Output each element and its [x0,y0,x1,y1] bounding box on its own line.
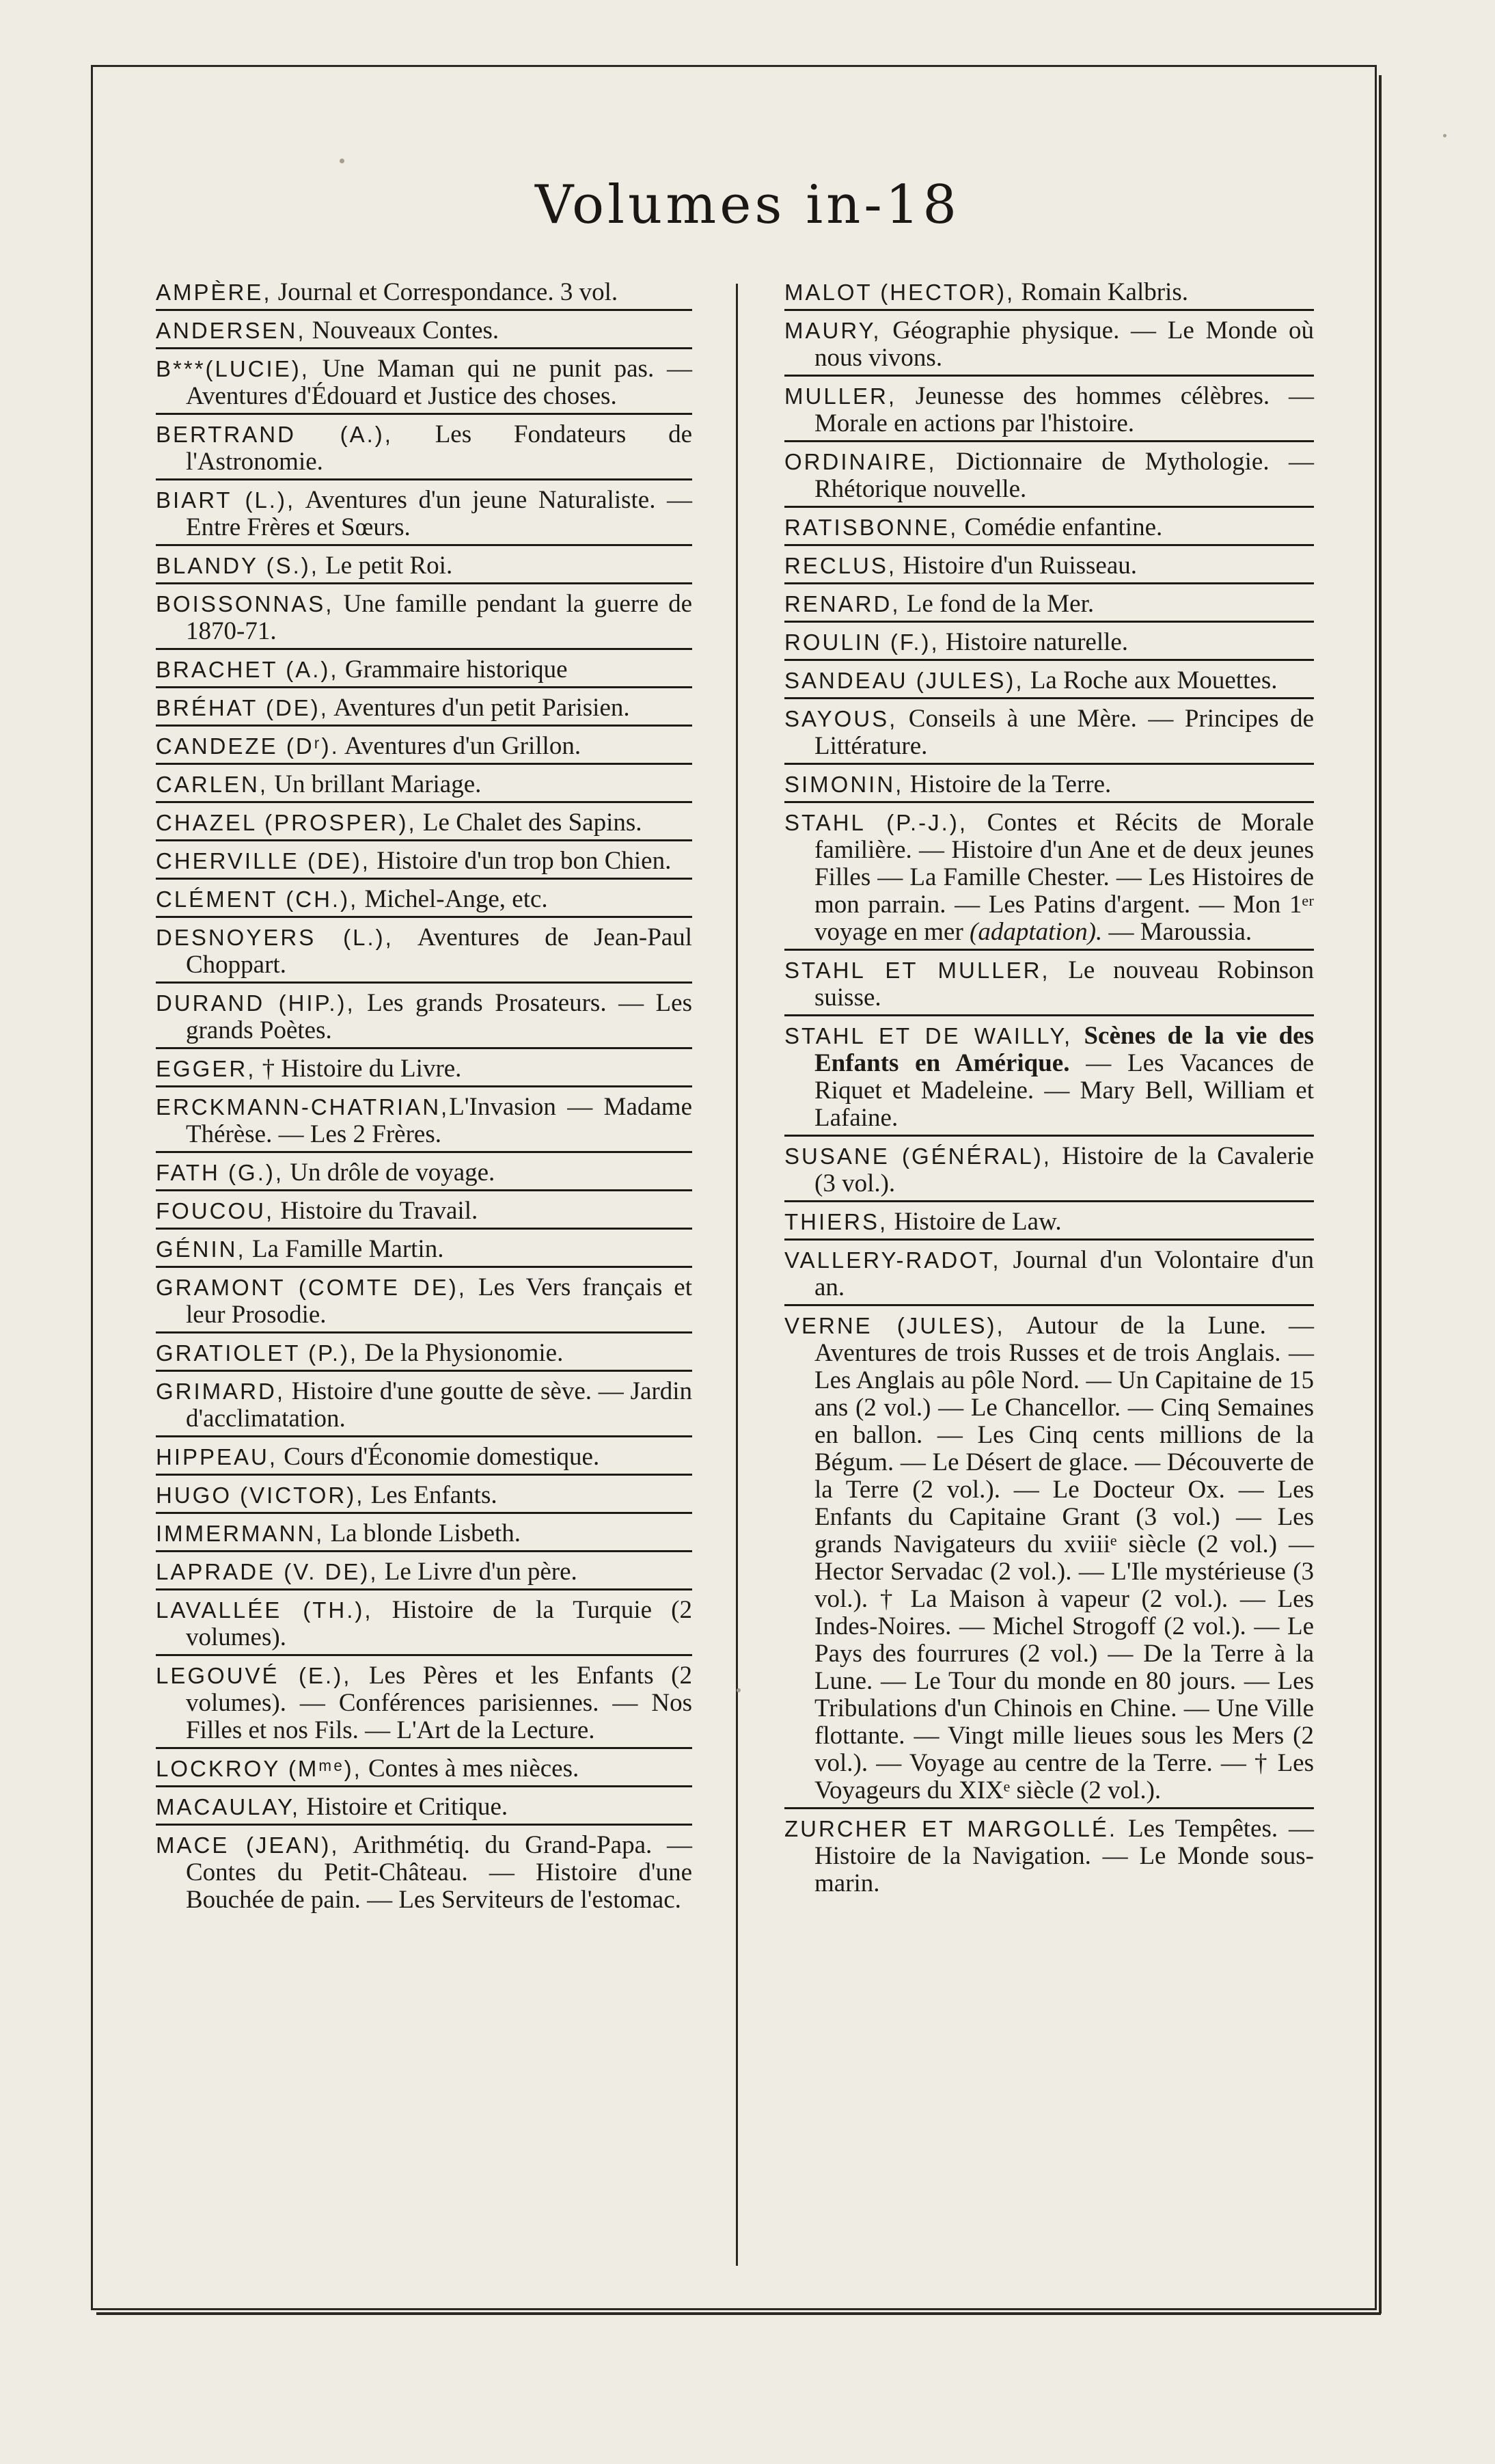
author-name: STAHL ET MULLER, [784,958,1050,983]
catalog-entry [156,419,692,480]
catalog-entry [156,845,692,880]
author-name: DURAND (HIP.), [156,990,355,1016]
author-name: SUSANE (GÉNÉRAL), [784,1143,1052,1169]
author-name: LAPRADE (V. DE), [156,1559,379,1584]
author-name: SANDEAU (JULES), [784,668,1024,693]
author-name: VERNE (JULES), [784,1313,1005,1338]
book-titles: Histoire naturelle. [939,628,1129,656]
paper-speck [1443,134,1446,137]
catalog-entry [156,1753,692,1787]
catalog-entry [784,446,1314,508]
catalog-entry [784,315,1314,377]
author-name: EGGER, [156,1056,256,1081]
catalog-entry [156,315,692,349]
author-name: MULLER, [784,383,897,409]
book-titles: Romain Kalbris. [1015,278,1188,306]
book-titles: — Maroussia. [1102,918,1252,946]
catalog-entry [784,955,1314,1016]
book-title-bold: Scènes de la vie des Enfants en Amérique. [814,1022,1314,1077]
book-titles: † Histoire du Livre. [256,1055,462,1083]
catalog-entry [156,731,692,765]
catalog-entry [784,703,1314,765]
book-titles: Histoire d'un trop bon Chien. [370,847,672,875]
author-name: RATISBONNE, [784,515,959,540]
catalog-entry [156,1157,692,1191]
author-name: BOISSONNAS, [156,591,334,617]
catalog-entry [784,627,1314,661]
catalog-entry [156,1338,692,1372]
catalog-entry [156,588,692,650]
book-titles: Histoire de la Terre. [903,770,1112,798]
author-name: LOCKROY (Mᵐᵉ), [156,1756,362,1781]
book-titles: Autour de la Lune. — Aventures de trois Russes et de trois Anglais. — Les Anglais au pôle Nord. — Un Capitaine de 15 ans (2 vol.) — Le Chancellor. — Cinq Semaines en ballon. — Les Cinq cents millions de la Bégum. — Le Désert de glace. — Découverte de la Terre (2 vol.). — Le Docteur Ox. — Les Enfants du Capitaine Grant (3 vol.) — Les grands Navigateurs du xviiiᵉ siècle (2 vol.) — Hector Servadac (2 vol.). — L'Ile mystérieuse (3 vol.). † La Maison à vapeur (2 vol.). — Les Indes-Noires. — Michel Strogoff (2 vol.). — Le Pays des fourrures (2 vol.) — De la Terre à la Lune. — Le Tour du monde en 80 jours. — Les Tribulations d'un Chinois en Chine. — Une Ville flottante. — Vingt mille lieues sous les Mers (2 vol.). — Voyage au centre de la Terre. — † Les Voyageurs du XIXᵉ siècle (2 vol.). [814,1312,1314,1804]
author-name: STAHL ET DE WAILLY, [784,1023,1073,1048]
author-name: VALLERY-RADOT, [784,1247,1001,1273]
book-titles: La Famille Martin. [245,1235,444,1263]
book-titles: Histoire de Law. [888,1208,1062,1236]
catalog-entry [156,353,692,415]
catalog-entry [156,1376,692,1437]
author-name: CLÉMENT (CH.), [156,886,359,912]
book-title-italic: (adaptation). [970,918,1103,946]
catalog-entry [156,692,692,727]
catalog-entry [784,512,1314,546]
catalog-entry [156,922,692,984]
book-titles: Conseils à une Mère. — Principes de Littérature. [814,705,1314,760]
author-name: MACE (JEAN), [156,1832,340,1858]
catalog-entry [784,769,1314,803]
catalog-entry [156,884,692,918]
catalog-entry [784,1141,1314,1202]
author-name: LAVALLÉE (TH.), [156,1597,373,1623]
catalog-entry [156,1053,692,1087]
author-name: CHERVILLE (DE), [156,848,370,874]
catalog-entry [156,1518,692,1552]
catalog-entry [784,550,1314,584]
book-titles: Dictionnaire de Mythologie. — Rhétorique nouvelle. [814,448,1314,503]
catalog-entry [784,381,1314,442]
author-name: BRÉHAT (DE), [156,695,329,720]
author-name: HIPPEAU, [156,1444,278,1470]
book-titles: Histoire de la Turquie (2 volumes). [186,1596,692,1651]
catalog-entry [156,1595,692,1656]
frame-shadow-right [1379,75,1382,2314]
author-name: CHAZEL (PROSPER), [156,810,417,835]
book-titles: Les Fondateurs de l'Astronomie. [186,420,692,476]
author-name: ROULIN (F.), [784,629,939,655]
author-name: RECLUS, [784,553,897,578]
book-titles: Nouveaux Contes. [305,316,499,344]
catalog-entry [784,588,1314,623]
book-titles: Géographie physique. — Le Monde où nous vivons. [814,316,1314,372]
book-titles: Journal d'un Volontaire d'un an. [814,1246,1314,1301]
author-name: BIART (L.), [156,487,296,513]
author-name: MAURY, [784,318,881,343]
book-titles: — Les Vacances de Riquet et Madeleine. — Mary Bell, William et Lafaine. [814,1049,1314,1132]
book-titles: Les Enfants. [364,1481,497,1509]
book-titles: Le Livre d'un père. [378,1558,577,1586]
book-titles: Les Vers français et leur Prosodie. [186,1273,693,1329]
catalog-entry [156,1556,692,1590]
book-titles: Le fond de la Mer. [900,590,1095,618]
catalog-entry [784,277,1314,311]
book-titles: Une famille pendant la guerre de 1870-71. [186,590,692,645]
book-titles: Aventures d'un Grillon. [339,732,581,760]
book-titles: Histoire d'un Ruisseau. [896,552,1138,580]
book-titles: Journal et Correspondance. 3 vol. [271,278,618,306]
author-name: BERTRAND (A.), [156,422,393,447]
author-name: DESNOYERS (L.), [156,925,394,950]
book-titles: Aventures d'un petit Parisien. [328,694,630,722]
author-name: ERCKMANN-CHATRIAN, [156,1094,450,1120]
book-titles: Contes à mes nièces. [361,1755,579,1783]
book-titles: L'Invasion — Madame Thérèse. — Les 2 Frères. [186,1093,692,1148]
right-column [784,277,1314,1904]
book-titles: Histoire de la Cavalerie (3 vol.). [814,1142,1314,1197]
paper-speck [340,159,344,163]
author-name: AMPÈRE, [156,280,272,305]
catalog-entry [156,769,692,803]
page-title: Volumes in-18 [534,174,961,236]
catalog-entry [784,1813,1314,1900]
author-name: SAYOUS, [784,706,898,731]
author-name: ORDINAIRE, [784,449,937,474]
book-titles: Le petit Roi. [318,552,453,580]
paper-speck [737,1688,741,1692]
catalog-entry [156,485,692,546]
author-name: BLANDY (S.), [156,553,319,578]
catalog-entry [156,1092,692,1153]
book-titles: Michel-Ange, etc. [358,885,548,913]
author-name: THIERS, [784,1209,888,1234]
book-titles: La blonde Lisbeth. [324,1519,521,1547]
catalog-entry [156,1660,692,1749]
book-titles: Comédie enfantine. [958,513,1163,541]
book-titles: Arithmétiq. du Grand-Papa. — Contes du Petit-Château. — Histoire d'une Bouchée de pain. — Les Serviteurs de l'estomac. [186,1831,693,1914]
book-titles: Aventures de Jean-Paul Choppart. [186,923,692,979]
catalog-entry [784,807,1314,951]
catalog-entry [156,1441,692,1476]
catalog-entry [156,550,692,584]
author-name: RENARD, [784,591,901,617]
book-titles: Le Chalet des Sapins. [416,809,642,837]
catalog-entry [784,1310,1314,1809]
author-name: FOUCOU, [156,1198,275,1223]
author-name: ZURCHER ET MARGOLLÉ. [784,1816,1118,1841]
catalog-entry [784,1020,1314,1137]
book-titles: Un drôle de voyage. [284,1159,495,1187]
author-name: FATH (G.), [156,1160,284,1185]
author-name: STAHL (P.-J.), [784,810,968,835]
book-titles: Histoire du Travail. [274,1197,478,1225]
catalog-entry [156,1791,692,1826]
catalog-entry [784,665,1314,699]
author-name: GRIMARD, [156,1379,285,1404]
author-name: HUGO (VICTOR), [156,1483,365,1508]
book-titles: Une Maman qui ne punit pas. — Aventures d'Édouard et Justice des choses. [186,355,692,410]
author-name: LEGOUVÉ (E.), [156,1663,352,1688]
author-name: CARLEN, [156,772,269,797]
book-titles: Le nouveau Robinson suisse. [814,956,1314,1012]
catalog-entry [784,1206,1314,1241]
catalog-entry [156,988,692,1049]
author-name: SIMONIN, [784,772,904,797]
author-name: GRATIOLET (P.), [156,1340,359,1366]
book-titles: Contes et Récits de Morale familière. — Histoire d'un Ane et de deux jeunes Filles — La Famille Chester. — Les Histoires de mon parrain. — Les Patins d'argent. — Mon 1ᵉʳ voyage en mer [814,809,1314,946]
author-name: GRAMONT (COMTE DE), [156,1275,467,1300]
catalog-entry [156,1480,692,1514]
author-name: MACAULAY, [156,1794,301,1819]
author-name: GÉNIN, [156,1236,246,1262]
catalog-entry [156,1195,692,1230]
book-titles: Histoire et Critique. [300,1793,508,1821]
catalog-entry [156,807,692,841]
book-titles: Aventures d'un jeune Naturaliste. — Entre Frères et Sœurs. [186,486,692,541]
author-name: CANDEZE (Dʳ). [156,733,340,759]
catalog-entry [156,1272,692,1333]
book-titles: Grammaire historique [338,655,568,683]
book-titles: Les Pères et les Enfants (2 volumes). — Conférences parisiennes. — Nos Filles et nos Fils. — L'Art de la Lecture. [186,1662,692,1744]
catalog-entry [156,277,692,311]
author-name: IMMERMANN, [156,1521,325,1546]
author-name: MALOT (HECTOR), [784,280,1015,305]
book-titles: La Roche aux Mouettes. [1024,666,1278,694]
book-titles: Histoire d'une goutte de sève. — Jardin d'acclimatation. [186,1377,692,1433]
book-titles: Un brillant Mariage. [268,770,482,798]
frame-shadow-bottom [96,2312,1381,2315]
book-titles: Cours d'Économie domestique. [277,1443,600,1471]
book-titles: Jeunesse des hommes célèbres. — Morale en actions par l'histoire. [814,382,1314,437]
book-titles: De la Physionomie. [358,1339,564,1367]
column-divider [736,284,738,2266]
catalog-entry [156,654,692,688]
catalog-entry [156,1234,692,1268]
book-titles: Les Tempêtes. — Histoire de la Navigation. — Le Monde sous-marin. [814,1815,1314,1897]
author-name: ANDERSEN, [156,318,306,343]
book-titles: Les grands Prosateurs. — Les grands Poètes. [186,989,692,1044]
left-column [156,277,692,1921]
catalog-entry [784,1245,1314,1306]
catalog-entry [156,1830,692,1917]
author-name: BRACHET (A.), [156,657,339,682]
author-name: B***(LUCIE), [156,356,310,381]
